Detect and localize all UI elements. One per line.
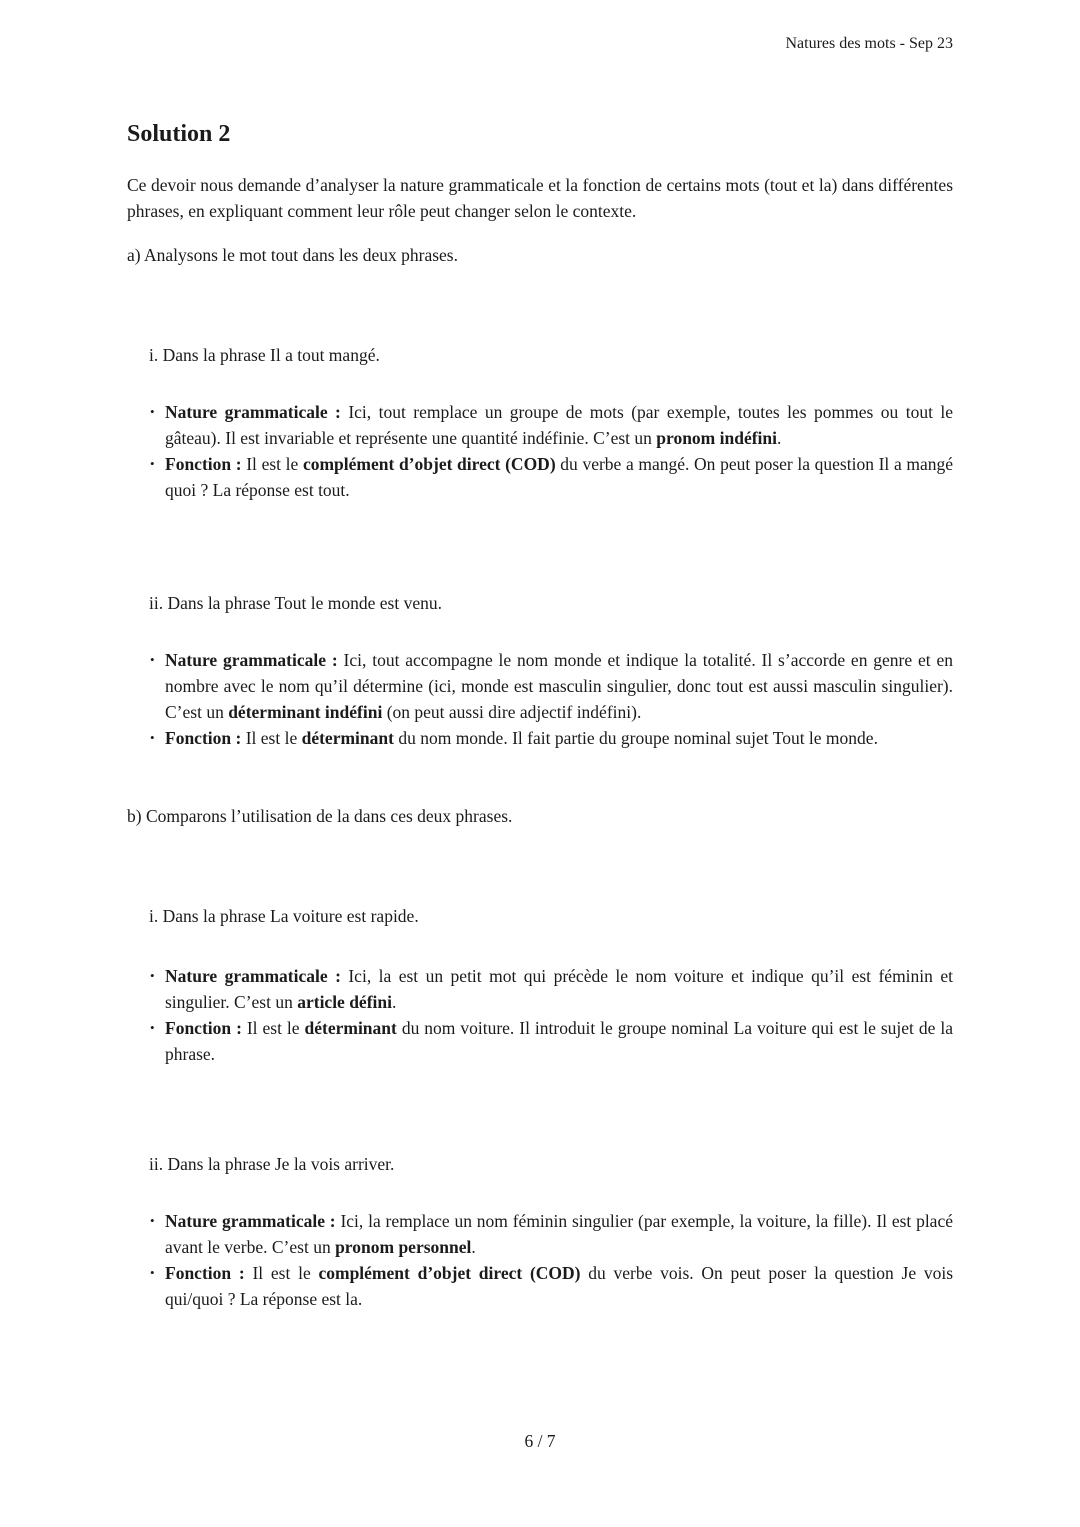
- bullet-label: Fonction :: [165, 1017, 247, 1038]
- bullet-term: déterminant indéfini: [228, 701, 383, 722]
- bullet-item-nature: [127, 399, 953, 451]
- bullet-term: article défini: [297, 991, 392, 1012]
- bullet-label: Nature grammaticale :: [165, 965, 349, 986]
- bullet-term: déterminant: [301, 727, 394, 748]
- part-a-sub-i-heading: i. Dans la phrase Il a tout mangé.: [149, 344, 380, 365]
- bullet-term: pronom indéfini: [656, 427, 778, 448]
- bullet-term: complément d’objet direct (COD): [318, 1262, 581, 1283]
- bullet-text: .: [391, 991, 397, 1012]
- bullet-label: Nature grammaticale :: [165, 401, 349, 422]
- part-b-heading: b) Comparons l’utilisation de la dans ces deux phrases.: [127, 805, 513, 826]
- bullet-term: déterminant: [304, 1017, 397, 1038]
- bullet-term: complément d’objet direct (COD): [302, 453, 556, 474]
- bullet-icon: [150, 647, 155, 673]
- document-content: [127, 0, 953, 1312]
- part-a-sub-ii-heading: ii. Dans la phrase Tout le monde est venu.: [149, 592, 442, 613]
- bullet-item-fonction: [127, 451, 953, 503]
- bullet-term: pronom personnel: [335, 1236, 472, 1257]
- bullet-text: Il est le: [245, 727, 302, 748]
- bullet-icon: [150, 963, 155, 989]
- bullet-text: (on peut aussi dire adjectif indéfini).: [382, 701, 642, 722]
- part-b-sub-ii-bullets: [127, 1208, 953, 1312]
- bullet-text: .: [471, 1236, 476, 1257]
- part-a-sub-i-bullets: [127, 399, 953, 503]
- bullet-text: du nom voiture. Il introduit le groupe nominal La voiture qui est le sujet de la phrase.: [165, 1017, 953, 1064]
- section-title: Solution 2: [127, 121, 231, 147]
- part-b-sub-ii-heading: ii. Dans la phrase Je la vois arriver.: [149, 1153, 395, 1174]
- bullet-text: du verbe a mangé. On peut poser la question Il a mangé quoi ? La réponse est tout.: [165, 453, 953, 500]
- bullet-icon: [150, 1260, 155, 1286]
- bullet-text: du verbe vois. On peut poser la question Je vois qui/quoi ? La réponse est la.: [165, 1262, 954, 1309]
- bullet-item-fonction: [127, 1015, 953, 1067]
- bullet-text: Ici, tout accompagne le nom monde et indique la totalité. Il s’accorde en genre et en nombre avec le nom qu’il détermine (ici, monde est masculin singulier, donc tout est aussi masculin singulier). C’est un: [165, 649, 953, 722]
- bullet-label: Fonction :: [165, 453, 247, 474]
- bullet-item-fonction: [127, 1260, 953, 1312]
- bullet-icon: [150, 1015, 155, 1041]
- bullet-text: Ici, tout remplace un groupe de mots (par exemple, toutes les pommes ou tout le gâteau). Il est invariable et représente une quantité indéfinie. C’est un: [165, 401, 953, 448]
- bullet-icon: [150, 399, 155, 425]
- part-a-sub-ii-bullets: [127, 647, 953, 751]
- bullet-text: Ici, la est un petit mot qui précède le nom voiture et indique qu’il est féminin et singulier. C’est un: [165, 965, 953, 1012]
- header-doc-info: Natures des mots - Sep 23: [785, 35, 953, 52]
- bullet-item-fonction: [127, 725, 953, 751]
- bullet-text: du nom monde. Il fait partie du groupe nominal sujet Tout le monde.: [393, 727, 878, 748]
- part-b-sub-i-bullets: [127, 963, 953, 1067]
- intro-paragraph: Ce devoir nous demande d’analyser la nature grammaticale et la fonction de certains mots (tout et la) dans différentes phrases, en expliquant comment leur rôle peut changer selon le contexte.: [127, 175, 953, 221]
- bullet-label: Nature grammaticale :: [165, 649, 344, 670]
- bullet-label: Fonction :: [165, 1262, 253, 1283]
- bullet-label: Nature grammaticale :: [165, 1210, 341, 1231]
- part-b-sub-i-heading: i. Dans la phrase La voiture est rapide.: [149, 905, 419, 926]
- page-footer: [0, 1428, 1080, 1454]
- part-a-heading: a) Analysons le mot tout dans les deux phrases.: [127, 244, 458, 265]
- bullet-label: Fonction :: [165, 727, 246, 748]
- bullet-item-nature: [127, 647, 953, 725]
- bullet-text: Il est le: [252, 1262, 319, 1283]
- bullet-text: .: [777, 427, 782, 448]
- bullet-text: Ici, la remplace un nom féminin singulier (par exemple, la voiture, la fille). Il est placé avant le verbe. C’est un: [165, 1210, 953, 1257]
- bullet-item-nature: [127, 963, 953, 1015]
- bullet-text: Il est le: [246, 453, 303, 474]
- page-number: 6 / 7: [524, 1431, 556, 1451]
- bullet-icon: [150, 451, 155, 477]
- bullet-icon: [150, 725, 155, 751]
- bullet-item-nature: [127, 1208, 953, 1260]
- bullet-text: Il est le: [246, 1017, 305, 1038]
- bullet-icon: [150, 1208, 155, 1234]
